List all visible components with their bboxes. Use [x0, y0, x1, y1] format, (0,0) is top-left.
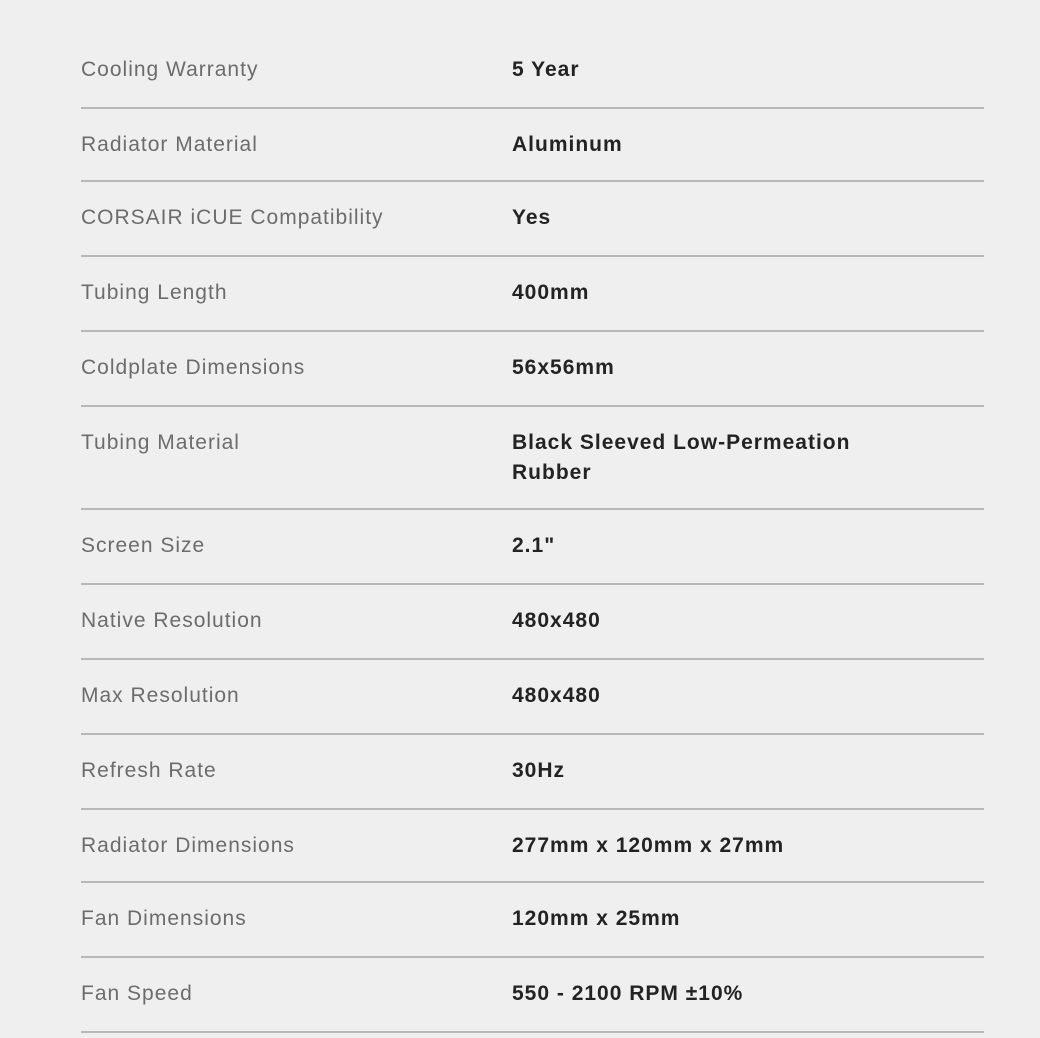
spec-value: 2.1": [512, 534, 556, 557]
spec-label: Coldplate Dimensions: [81, 356, 306, 379]
spec-row-coldplate-dimensions: [81, 332, 984, 407]
spec-label: Screen Size: [81, 534, 206, 557]
spec-value: 480x480: [512, 684, 601, 707]
spec-label: Fan Speed: [81, 982, 193, 1005]
spec-label: CORSAIR iCUE Compatibility: [81, 206, 384, 229]
spec-label: Fan Dimensions: [81, 907, 247, 930]
spec-row-tubing-material: [81, 407, 984, 510]
spec-value: 30Hz: [512, 759, 566, 782]
spec-table: [81, 34, 984, 1033]
spec-row-tubing-length: [81, 257, 984, 332]
spec-label: Radiator Material: [81, 133, 258, 156]
spec-label: Radiator Dimensions: [81, 834, 295, 857]
spec-label: Native Resolution: [81, 609, 263, 632]
spec-value: 480x480: [512, 609, 601, 632]
spec-label: Refresh Rate: [81, 759, 217, 782]
spec-row-screen-size: [81, 510, 984, 585]
spec-row-radiator-material: [81, 109, 984, 182]
spec-row-cooling-warranty: [81, 34, 984, 109]
spec-value: Black Sleeved Low-Permeation Rubber: [512, 431, 851, 484]
spec-value: Aluminum: [512, 133, 623, 156]
spec-value: 56x56mm: [512, 356, 615, 379]
spec-value: 120mm x 25mm: [512, 907, 681, 930]
spec-value: 277mm x 120mm x 27mm: [512, 834, 785, 857]
spec-row-native-resolution: [81, 585, 984, 660]
spec-row-fan-dimensions: [81, 883, 984, 958]
spec-value: 5 Year: [512, 58, 580, 81]
spec-value: Yes: [512, 206, 552, 229]
spec-row-fan-speed: [81, 958, 984, 1033]
spec-value: 550 - 2100 RPM ±10%: [512, 982, 744, 1005]
spec-row-icue-compatibility: [81, 182, 984, 257]
spec-row-max-resolution: [81, 660, 984, 735]
spec-label: Tubing Material: [81, 431, 240, 454]
spec-row-refresh-rate: [81, 735, 984, 810]
spec-value: 400mm: [512, 281, 590, 304]
spec-label: Cooling Warranty: [81, 58, 259, 81]
spec-label: Tubing Length: [81, 281, 228, 304]
spec-label: Max Resolution: [81, 684, 240, 707]
spec-row-radiator-dimensions: [81, 810, 984, 883]
